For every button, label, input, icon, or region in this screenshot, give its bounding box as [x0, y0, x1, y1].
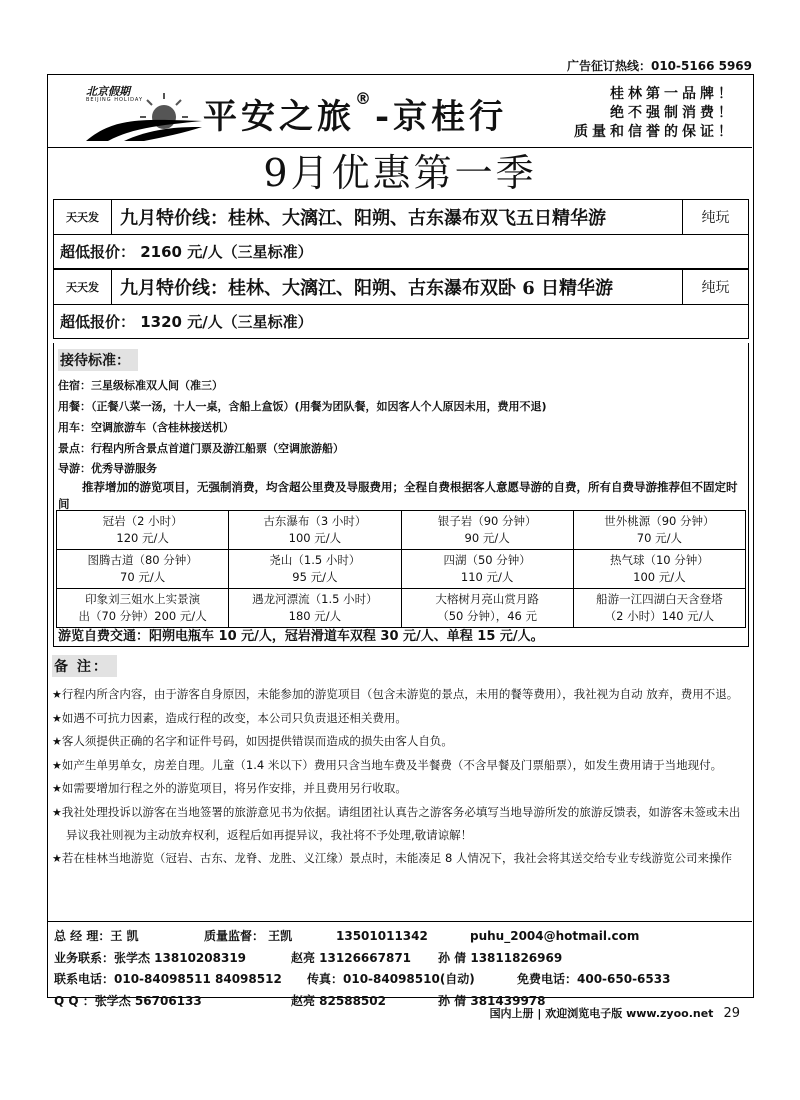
- transport-fees: 游览自费交通：阳朔电瓶车 10 元/人，冠岩滑道车双程 30 元/人、单程 15 元/人。: [58, 629, 544, 644]
- route-name: 九月特价线：桂林、大漓江、阳朔、古东瀑布双飞五日精华游: [120, 208, 606, 229]
- star-icon: ★: [52, 688, 62, 701]
- footer-text: 国内上册 | 欢迎浏览电子版 www.zyoo.net: [489, 1007, 714, 1020]
- fee-cell: 热气球（10 分钟） 100 元/人: [573, 550, 745, 589]
- fee-cell: 船游一江四湖白天含登塔 （2 小时）140 元/人: [573, 589, 745, 628]
- page-number: 29: [723, 1006, 740, 1021]
- contact-row: [54, 969, 752, 991]
- qq-contact: Q Q ：张学杰 56706133: [54, 993, 202, 1008]
- fee-cell: 古东瀑布（3 小时） 100 元/人: [229, 511, 401, 550]
- route-price: 超低报价： 1320 元/人（三星标准）: [53, 305, 749, 339]
- fee-cell: 冠岩（2 小时） 120 元/人: [57, 511, 229, 550]
- supervisor-phone: 13501011342: [336, 929, 428, 943]
- fax-number: 传真：010-84098510(自动): [307, 972, 475, 986]
- qq-contact: 赵亮 82588502: [291, 993, 386, 1008]
- page-title: 9月优惠第一季: [263, 151, 537, 195]
- table-row: [57, 589, 746, 628]
- sales-contact: 孙 倩 13811826969: [438, 950, 563, 965]
- route-price: 超低报价： 2160 元/人（三星标准）: [53, 235, 749, 269]
- notes-list: [52, 683, 748, 870]
- standard-line: 景点：行程内所含景点首道门票及游江船票（空调旅游船）: [58, 442, 344, 455]
- optional-fees-table: [56, 510, 746, 628]
- note-item: ★如需要增加行程之外的游览项目，将另作安排，并且费用另行收取。: [52, 781, 407, 795]
- logo-text-cn: 北京假期: [86, 85, 130, 98]
- sales-contact: 业务联系：张学杰 13810208319: [54, 950, 247, 965]
- notes-heading: 备 注：: [52, 655, 117, 677]
- table-row: [57, 511, 746, 550]
- note-item: ★如产生单男单女，房差自理。儿童（1.4 米以下）费用只含当地车费及半餐费（不含早餐及门票船票），如发生费用请于当地现付。: [52, 757, 723, 772]
- fee-cell: 大榕树月亮山赏月路 （50 分钟），46 元: [401, 589, 573, 628]
- standards-heading: 接待标准：: [58, 349, 138, 371]
- slogan-line: 质量和信誉的保证！: [574, 124, 736, 140]
- fee-cell: 世外桃源（90 分钟） 70 元/人: [573, 511, 745, 550]
- fee-cell: 印象刘三姐水上实景演 出（70 分钟）200 元/人: [57, 589, 229, 628]
- slogans: [574, 85, 736, 142]
- note-item: ★如遇不可抗力因素，造成行程的改变，本公司只负责退还相关费用。: [52, 710, 407, 725]
- slogan-line: 绝不强制消费！: [610, 105, 736, 121]
- fee-cell: 尧山（1.5 小时） 95 元/人: [229, 550, 401, 589]
- route-row: [53, 269, 749, 305]
- note-item: ★我社处理投诉以游客在当地签署的旅游意见书为依据。请组团社认真告之游客务必填写当地导游所发的旅游反馈表，如游客未签或未出异议我社则视为主动放弃权利，返程后如再提异议，我社将不予处理,敬请谅解！: [52, 804, 741, 842]
- free-phone: 免费电话：400-650-6533: [517, 972, 671, 986]
- fee-cell: 四湖（50 分钟） 110 元/人: [401, 550, 573, 589]
- sales-contact: 赵亮 13126667871: [291, 950, 412, 965]
- standard-line: 用餐：（正餐八菜一汤，十人一桌，含船上盒饭）(用餐为团队餐，如因客人个人原因未用，费用不退): [58, 400, 547, 413]
- phone-numbers: 联系电话：010-84098511 84098512: [54, 972, 282, 986]
- ad-hotline: 广告征订热线：010-5166 5969: [566, 59, 752, 73]
- page-footer: [490, 1005, 740, 1021]
- route-tag: 天天发: [54, 200, 112, 234]
- star-icon: ★: [52, 805, 62, 819]
- standard-line: 用车：空调旅游车（含桂林接送机）: [58, 421, 234, 434]
- reception-standards: [53, 343, 749, 647]
- star-icon: ★: [52, 711, 62, 725]
- registered-mark: ®: [355, 89, 375, 108]
- contact-email[interactable]: puhu_2004@hotmail.com: [470, 929, 640, 943]
- route-row: [53, 199, 749, 235]
- star-icon: ★: [52, 782, 62, 795]
- star-icon: ★: [52, 851, 62, 865]
- fee-cell: 图腾古道（80 分钟） 70 元/人: [57, 550, 229, 589]
- star-icon: ★: [52, 758, 62, 772]
- contact-row: [54, 926, 752, 948]
- route-tag: 天天发: [54, 270, 112, 304]
- manager: 总 经 理：王 凯: [54, 929, 139, 943]
- table-row: [57, 550, 746, 589]
- standard-line: 住宿：三星级标准双人间（准三）: [58, 379, 223, 392]
- brand-name: 平安之旅®-京桂行: [203, 89, 508, 137]
- route-kind: 纯玩: [682, 200, 748, 234]
- slogan-line: 桂林第一品牌！: [610, 86, 736, 102]
- quality-supervisor: 质量监督： 王凯: [204, 929, 293, 943]
- note-item: ★若在桂林当地游览（冠岩、古东、龙脊、龙胜、义江缘）景点时，未能凑足 8 人情况下，我社会将其送交给专业专线游览公司来操作: [52, 850, 732, 865]
- logo-text-en: BEIJING HOLIDAY: [86, 97, 144, 103]
- contact-row: [54, 948, 752, 970]
- fee-cell: 银子岩（90 分钟） 90 元/人: [401, 511, 573, 550]
- flyer-frame: [47, 74, 754, 1008]
- fee-cell: 遇龙河漂流（1.5 小时） 180 元/人: [229, 589, 401, 628]
- route-kind: 纯玩: [682, 270, 748, 304]
- contact-block: [48, 921, 752, 1012]
- standard-line: 导游：优秀导游服务: [58, 462, 157, 475]
- note-item: ★行程内所含内容，由于游客自身原因，未能参加的游览项目（包含未游览的景点，未用的餐等费用），我社视为自动 放弃，费用不退。: [52, 687, 739, 701]
- star-icon: ★: [52, 735, 62, 748]
- route-name: 九月特价线：桂林、大漓江、阳朔、古东瀑布双卧 6 日精华游: [120, 278, 614, 299]
- header: [48, 75, 752, 148]
- recommend-note: 推荐增加的游览项目，无强制消费，均含超公里费及导服费用；全程自费根据客人意愿导游的自费，所有自费导游推荐但不固定时间: [58, 480, 738, 511]
- qq-contact: 孙 倩 381439978: [438, 993, 546, 1008]
- note-item: ★客人须提供正确的名字和证件号码，如因提供错误而造成的损失由客人自负。: [52, 734, 453, 748]
